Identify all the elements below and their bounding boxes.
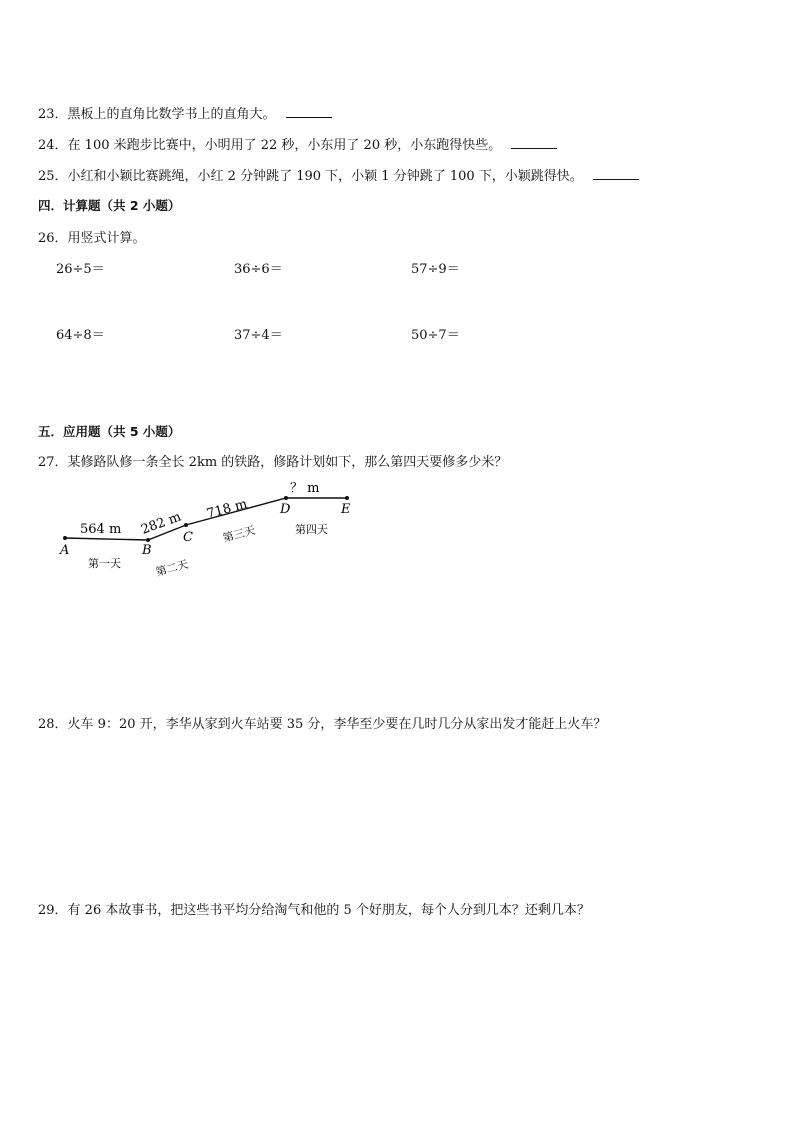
day-4: 第四天 <box>295 523 328 536</box>
length-ab: 564 m <box>80 522 122 537</box>
day-3: 第三天 <box>221 523 257 545</box>
answer-blank-24[interactable] <box>511 136 557 149</box>
point-b <box>146 538 150 542</box>
label-b: B <box>142 543 152 558</box>
label-c: C <box>183 530 193 545</box>
point-e <box>345 496 349 500</box>
day-2: 第二天 <box>154 557 190 579</box>
answer-blank-23[interactable] <box>286 105 332 118</box>
expr-3: 57÷9＝ <box>411 262 460 277</box>
question-27: 27．某修路队修一条全长 2km 的铁路，修路计划如下，那么第四天要修多少米？ <box>38 455 508 470</box>
expr-5: 37÷4＝ <box>234 328 283 343</box>
question-24-text: 24．在 100 米跑步比赛中，小明用了 22 秒，小东用了 20 秒，小东跑得快些。 <box>38 138 502 153</box>
label-e: E <box>341 502 351 517</box>
label-a: A <box>60 543 70 558</box>
section-4-heading: 四．计算题（共 2 小题） <box>38 198 181 213</box>
answer-blank-25[interactable] <box>593 167 639 180</box>
point-c <box>184 523 188 527</box>
question-23 <box>38 105 332 123</box>
point-a <box>63 536 67 540</box>
expr-6: 50÷7＝ <box>411 328 460 343</box>
label-d: D <box>280 502 291 517</box>
question-25 <box>38 167 639 185</box>
question-25-text: 25．小红和小颖比赛跳绳，小红 2 分钟跳了 190 下，小颖 1 分钟跳了 100 下，小颖跳得快。 <box>38 169 583 184</box>
length-bc: 282 m <box>139 509 184 538</box>
question-24 <box>38 136 557 154</box>
expr-4: 64÷8＝ <box>56 328 105 343</box>
road-plan-diagram <box>50 478 370 583</box>
length-de: ？ m <box>290 481 320 496</box>
question-26: 26．用竖式计算。 <box>38 231 146 246</box>
expr-2: 36÷6＝ <box>234 262 283 277</box>
day-1: 第一天 <box>88 557 121 570</box>
section-5-heading: 五．应用题（共 5 小题） <box>38 424 181 439</box>
length-cd: 718 m <box>205 496 249 522</box>
point-d <box>284 496 288 500</box>
expr-1: 26÷5＝ <box>56 262 105 277</box>
question-28: 28．火车 9：20 开，李华从家到火车站要 35 分，李华至少要在几时几分从家出发才能赶上火车？ <box>38 717 607 732</box>
question-29: 29．有 26 本故事书，把这些书平均分给淘气和他的 5 个好朋友，每个人分到几本？还剩几本？ <box>38 903 590 918</box>
question-23-text: 23．黑板上的直角比数学书上的直角大。 <box>38 107 276 122</box>
